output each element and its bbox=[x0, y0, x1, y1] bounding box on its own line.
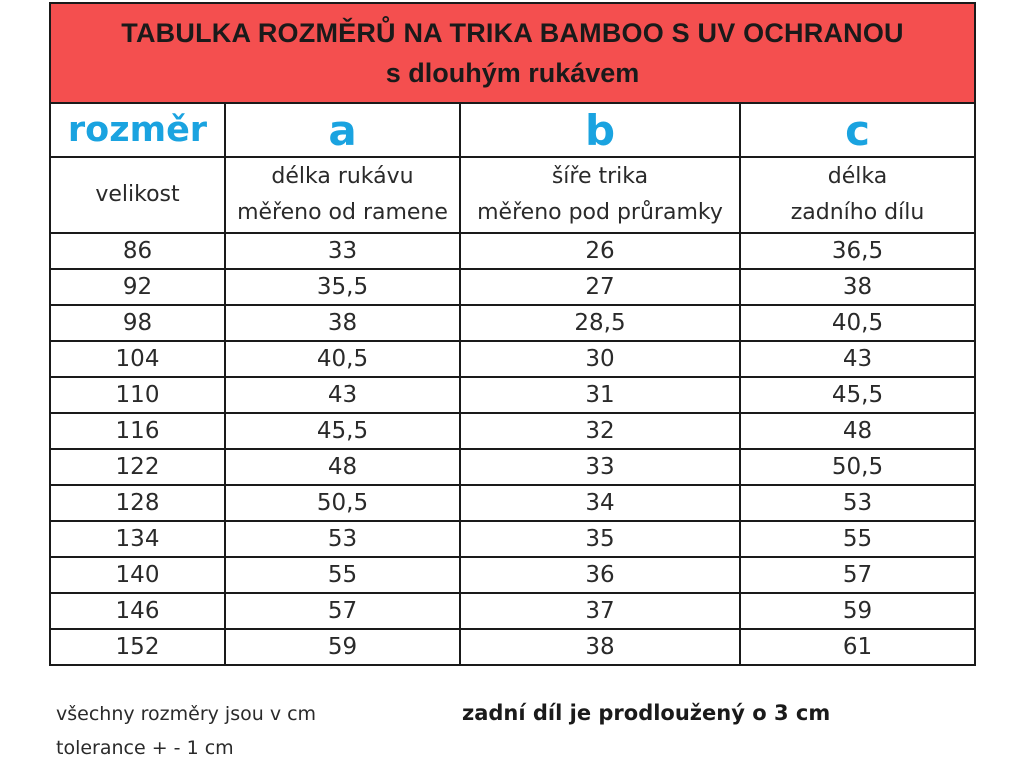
cell-a: 45,5 bbox=[225, 413, 460, 449]
cell-c: 59 bbox=[740, 593, 975, 629]
cell-b: 38 bbox=[460, 629, 740, 665]
table-row bbox=[50, 449, 975, 485]
cell-size: 122 bbox=[50, 449, 225, 485]
header-rozmer: rozměr bbox=[50, 103, 225, 157]
extended-back-note: zadní díl je prodloužený o 3 cm bbox=[462, 701, 831, 725]
cell-size: 146 bbox=[50, 593, 225, 629]
cell-c: 43 bbox=[740, 341, 975, 377]
desc-velikost-label: velikost bbox=[95, 182, 180, 207]
table-row bbox=[50, 305, 975, 341]
cell-a: 40,5 bbox=[225, 341, 460, 377]
desc-b-line2: měřeno pod průramky bbox=[477, 200, 723, 225]
cell-c: 55 bbox=[740, 521, 975, 557]
cell-a: 43 bbox=[225, 377, 460, 413]
cell-b: 34 bbox=[460, 485, 740, 521]
chart-subtitle: s dlouhým rukávem bbox=[385, 58, 640, 88]
data-body bbox=[50, 233, 975, 665]
cell-a: 33 bbox=[225, 233, 460, 269]
cell-a: 50,5 bbox=[225, 485, 460, 521]
cell-b: 30 bbox=[460, 341, 740, 377]
cell-b: 35 bbox=[460, 521, 740, 557]
title-row bbox=[50, 3, 975, 103]
cell-c: 36,5 bbox=[740, 233, 975, 269]
desc-a-line2: měřeno od ramene bbox=[237, 200, 448, 225]
table-row bbox=[50, 413, 975, 449]
cell-c: 50,5 bbox=[740, 449, 975, 485]
desc-b-line1: šíře trika bbox=[551, 164, 649, 189]
cell-a: 35,5 bbox=[225, 269, 460, 305]
table-row bbox=[50, 377, 975, 413]
desc-c-line2: zadního dílu bbox=[790, 200, 925, 225]
cell-b: 27 bbox=[460, 269, 740, 305]
desc-b bbox=[460, 157, 740, 233]
desc-a bbox=[225, 157, 460, 233]
cell-a: 55 bbox=[225, 557, 460, 593]
header-letter-c: c bbox=[740, 103, 975, 157]
letter-header-row bbox=[50, 103, 975, 157]
cell-c: 61 bbox=[740, 629, 975, 665]
cell-b: 26 bbox=[460, 233, 740, 269]
table-row bbox=[50, 485, 975, 521]
cell-a: 48 bbox=[225, 449, 460, 485]
desc-c-line1: délka bbox=[827, 164, 888, 189]
size-chart-table bbox=[49, 2, 976, 666]
cell-b: 36 bbox=[460, 557, 740, 593]
cell-size: 104 bbox=[50, 341, 225, 377]
desc-c bbox=[740, 157, 975, 233]
cell-a: 57 bbox=[225, 593, 460, 629]
cell-size: 116 bbox=[50, 413, 225, 449]
cell-size: 98 bbox=[50, 305, 225, 341]
table-row bbox=[50, 233, 975, 269]
cell-a: 59 bbox=[225, 629, 460, 665]
cell-size: 92 bbox=[50, 269, 225, 305]
table-row bbox=[50, 629, 975, 665]
table-row bbox=[50, 269, 975, 305]
cell-c: 48 bbox=[740, 413, 975, 449]
table-row bbox=[50, 341, 975, 377]
table-row bbox=[50, 557, 975, 593]
cell-size: 140 bbox=[50, 557, 225, 593]
desc-a-line1: délka rukávu bbox=[271, 164, 414, 189]
cell-c: 38 bbox=[740, 269, 975, 305]
cell-c: 40,5 bbox=[740, 305, 975, 341]
cell-a: 38 bbox=[225, 305, 460, 341]
cell-b: 32 bbox=[460, 413, 740, 449]
cell-c: 45,5 bbox=[740, 377, 975, 413]
description-row bbox=[50, 157, 975, 233]
tolerance-note: tolerance + - 1 cm bbox=[56, 737, 234, 759]
cell-b: 31 bbox=[460, 377, 740, 413]
cell-size: 110 bbox=[50, 377, 225, 413]
cell-size: 152 bbox=[50, 629, 225, 665]
cell-size: 134 bbox=[50, 521, 225, 557]
desc-velikost bbox=[50, 157, 225, 233]
table-row bbox=[50, 593, 975, 629]
cell-b: 33 bbox=[460, 449, 740, 485]
header-letter-b: b bbox=[460, 103, 740, 157]
cell-b: 28,5 bbox=[460, 305, 740, 341]
title-cell bbox=[50, 3, 975, 103]
cell-a: 53 bbox=[225, 521, 460, 557]
chart-title: TABULKA ROZMĚRŮ NA TRIKA BAMBOO S UV OCHRANOU bbox=[121, 17, 904, 48]
table-row bbox=[50, 521, 975, 557]
units-note: všechny rozměry jsou v cm bbox=[56, 703, 317, 725]
cell-c: 53 bbox=[740, 485, 975, 521]
cell-size: 86 bbox=[50, 233, 225, 269]
header-letter-a: a bbox=[225, 103, 460, 157]
cell-b: 37 bbox=[460, 593, 740, 629]
cell-c: 57 bbox=[740, 557, 975, 593]
cell-size: 128 bbox=[50, 485, 225, 521]
